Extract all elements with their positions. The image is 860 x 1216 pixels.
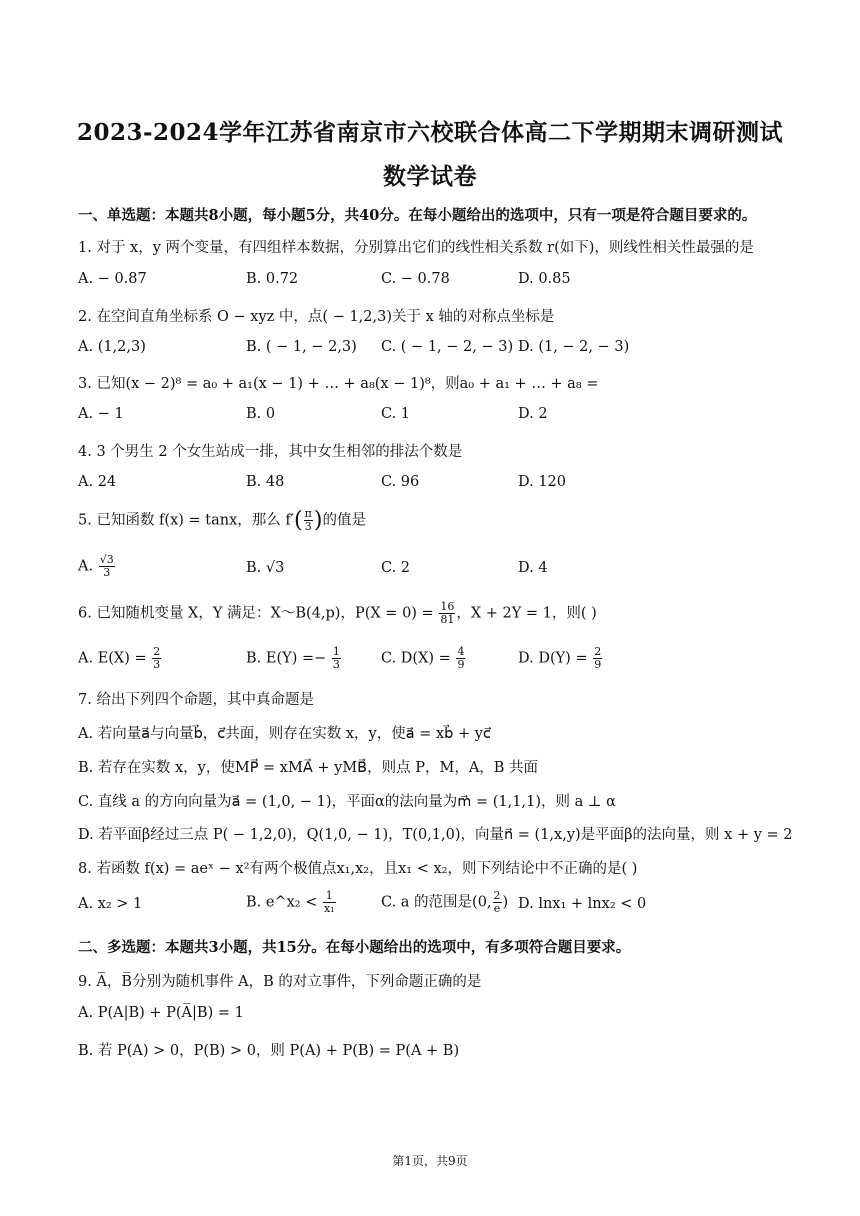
page-footer: 第1页，共9页 — [392, 1154, 468, 1168]
q8-option-c — [381, 890, 508, 915]
q2-option-d: D. (1, − 2, − 3) — [518, 339, 630, 355]
page-title: 2023-2024学年江苏省南京市六校联合体高二下学期期末调研测试 — [76, 119, 784, 146]
q6-option-d-text: D. D(Y) = — [518, 650, 588, 667]
q6-option-a — [78, 646, 162, 671]
q7-option-c: C. 直线 a 的方向向量为a⃗ = (1,0, − 1)，平面α的法向量为m⃗ = (1,1,1)，则 a ⊥ α — [78, 794, 616, 810]
q6-frac-num: 16 — [440, 600, 455, 613]
q7-option-a: A. 若向量a⃗与向量b⃗，c⃗共面，则存在实数 x，y，使a⃗ = xb⃗ + yc⃗ — [78, 726, 491, 742]
q6-option-b-num: 1 — [332, 645, 340, 658]
q8-option-c-fraction — [493, 890, 502, 915]
question-1-stem: 1. 对于 x，y 两个变量，有四组样本数据，分别算出它们的线性相关系数 r(如下)，则线性相关性最强的是 — [78, 240, 754, 256]
question-7-stem: 7. 给出下列四个命题，其中真命题是 — [78, 692, 314, 708]
q5-option-a-num: √3 — [99, 553, 114, 566]
q8-option-c-num: 2 — [493, 889, 501, 902]
question-8-stem: 8. 若函数 f(x) = aeˣ − x²有两个极值点x₁,x₂，且x₁ < x₂，则下列结论中不正确的是( ) — [78, 861, 638, 877]
q9-option-a: A. P(A|B) + P(A̅|B) = 1 — [78, 1005, 244, 1021]
q9-option-b: B. 若 P(A) > 0，P(B) > 0，则 P(A) + P(B) = P(A + B) — [78, 1043, 460, 1059]
q5-fraction — [304, 508, 313, 533]
q5-option-b: B. √3 — [246, 560, 285, 576]
q6-option-a-text: A. E(X) = — [78, 650, 147, 667]
question-2-stem: 2. 在空间直角坐标系 O − xyz 中，点( − 1,2,3)关于 x 轴的对称点坐标是 — [78, 309, 555, 325]
question-6-stem — [78, 601, 597, 626]
q6-stem-end: ，X + 2Y = 1，则( ) — [456, 605, 597, 622]
q8-option-b-num: 1 — [323, 890, 336, 903]
q5-stem-text: 5. 已知函数 f(x) = tanx，那么 f′ — [78, 512, 295, 529]
question-4-stem: 4. 3 个男生 2 个女生站成一排，其中女生相邻的排法个数是 — [78, 444, 463, 460]
q6-option-c-text: C. D(X) = — [381, 650, 451, 667]
q3-option-b: B. 0 — [246, 406, 276, 422]
q8-option-b-text: B. e^x₂ < — [246, 894, 318, 911]
q8-option-b — [246, 890, 337, 915]
q1-option-a: A. − 0.87 — [78, 271, 147, 287]
q5-frac-num: π — [304, 507, 312, 520]
q5-option-a — [78, 554, 116, 579]
q6-stem-text: 6. 已知随机变量 X，Y 满足：X～B(4,p)，P(X = 0) = — [78, 605, 434, 622]
q3-option-d: D. 2 — [518, 406, 548, 422]
q4-option-d: D. 120 — [518, 474, 567, 490]
q1-option-d: D. 0.85 — [518, 271, 571, 287]
q6-option-d-fraction — [593, 646, 602, 671]
q8-option-c-den: e — [493, 902, 501, 915]
q8-option-b-fraction — [323, 890, 336, 915]
q6-option-a-fraction — [152, 646, 161, 671]
q7-option-b: B. 若存在实数 x，y，使MP⃗ = xMA⃗ + yMB⃗，则点 P，M，A，B 共面 — [78, 760, 539, 776]
q8-option-d: D. lnx₁ + lnx₂ < 0 — [518, 896, 647, 912]
q6-option-a-num: 2 — [153, 645, 161, 658]
q6-option-d-den: 9 — [594, 658, 602, 671]
q5-option-a-label: A. — [78, 558, 94, 575]
q6-option-b-text: B. E(Y) =− — [246, 650, 327, 667]
q5-frac-den: 3 — [304, 520, 312, 533]
question-9-stem: 9. A̅，B̅分别为随机事件 A，B 的对立事件，下列命题正确的是 — [78, 974, 482, 990]
q5-right-paren: ) — [313, 508, 323, 533]
q6-option-a-den: 3 — [153, 658, 161, 671]
section-heading-multi-choice: 二、多选题：本题共3小题，共15分。在每小题给出的选项中，有多项符合题目要求。 — [78, 939, 631, 956]
q8-option-c-end: ) — [502, 894, 509, 911]
q3-option-a: A. − 1 — [78, 406, 124, 422]
q4-option-c: C. 96 — [381, 474, 420, 490]
q2-option-c: C. ( − 1, − 2, − 3) — [381, 339, 514, 355]
q6-option-c-fraction — [456, 646, 465, 671]
q6-option-c — [381, 646, 466, 671]
q6-option-c-den: 9 — [457, 658, 465, 671]
q6-option-b-den: 3 — [332, 658, 340, 671]
q5-stem-end: 的值是 — [322, 512, 366, 529]
q4-option-a: A. 24 — [78, 474, 117, 490]
q8-option-b-den: x₁ — [323, 902, 335, 915]
q2-option-a: A. (1,2,3) — [78, 339, 146, 355]
q6-fraction — [439, 601, 455, 626]
q1-option-c: C. − 0.78 — [381, 271, 450, 287]
q5-option-a-fraction — [99, 554, 115, 579]
q5-left-paren: ( — [294, 508, 303, 533]
q5-option-c: C. 2 — [381, 560, 411, 576]
q8-option-c-text: C. a 的范围是(0, — [381, 894, 492, 911]
q6-option-d — [518, 646, 603, 671]
q6-option-d-num: 2 — [594, 645, 602, 658]
q5-option-d: D. 4 — [518, 560, 548, 576]
q5-option-a-den: 3 — [103, 566, 111, 579]
page-subtitle: 数学试卷 — [383, 163, 477, 190]
question-3-stem: 3. 已知(x − 2)⁸ = a₀ + a₁(x − 1) + … + a₈(x − 1)⁸，则a₀ + a₁ + … + a₈ = — [78, 376, 599, 392]
q4-option-b: B. 48 — [246, 474, 285, 490]
q6-option-c-num: 4 — [457, 645, 465, 658]
question-5-stem — [78, 508, 366, 533]
q7-option-d: D. 若平面β经过三点 P( − 1,2,0)，Q(1,0, − 1)，T(0,1,0)，向量n⃗ = (1,x,y)是平面β的法向量，则 x + y = 2 — [78, 827, 793, 843]
q3-option-c: C. 1 — [381, 406, 411, 422]
q8-option-a: A. x₂ > 1 — [78, 896, 143, 912]
q1-option-b: B. 0.72 — [246, 271, 299, 287]
section-heading-single-choice: 一、单选题：本题共8小题，每小题5分，共40分。在每小题给出的选项中，只有一项是符合题目要求的。 — [78, 207, 757, 224]
q6-option-b-fraction — [332, 646, 341, 671]
q2-option-b: B. ( − 1, − 2,3) — [246, 339, 357, 355]
q6-frac-den: 81 — [440, 613, 455, 626]
q6-option-b — [246, 646, 342, 671]
